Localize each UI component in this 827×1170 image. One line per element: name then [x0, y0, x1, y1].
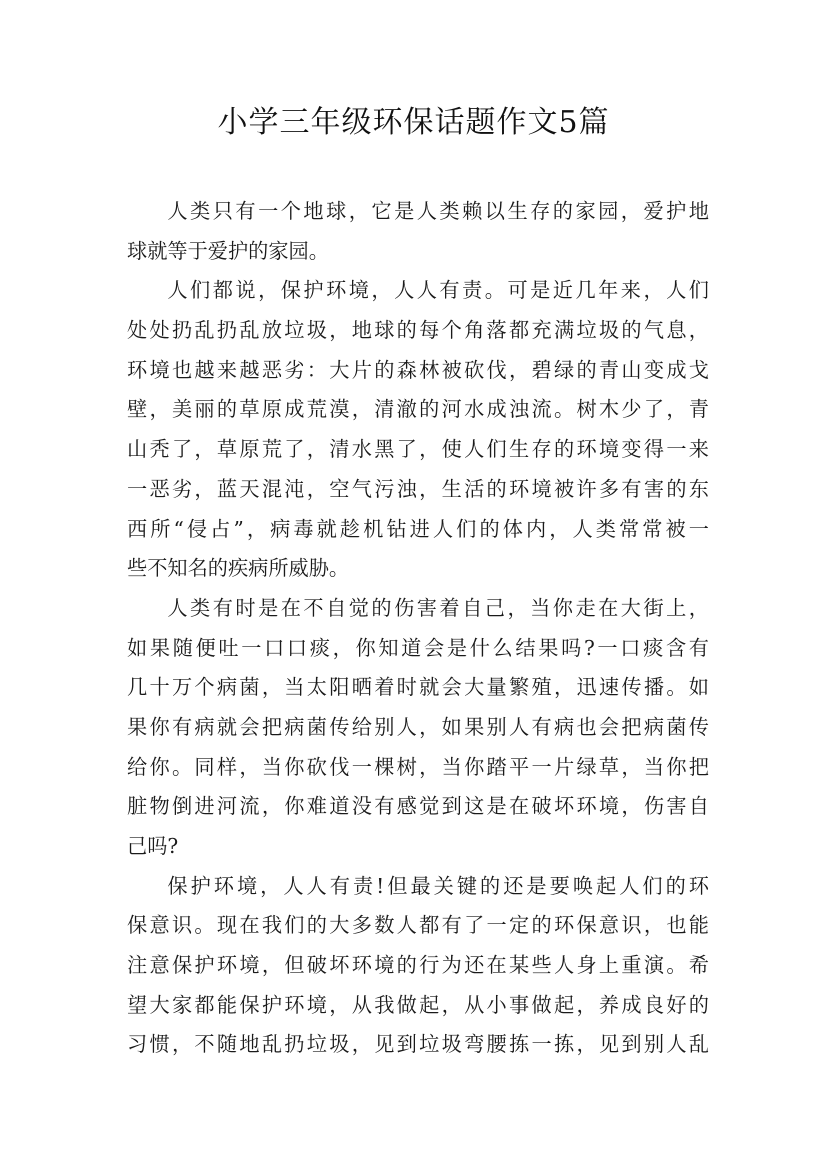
text-line: 如果随便吐一口口痰，你知道会是什么结果吗?一口痰含有	[127, 635, 709, 660]
text-line: 己吗?	[127, 834, 179, 858]
paragraph-4	[127, 867, 709, 1065]
text-line: 习惯，不随地乱扔垃圾，见到垃圾弯腰拣一拣，见到别人乱	[127, 1032, 709, 1057]
text-line: 环境也越来越恶劣：大片的森林被砍伐，碧绿的青山变成戈	[127, 357, 709, 382]
text-line: 人类只有一个地球，它是人类赖以生存的家园，爱护地	[167, 199, 709, 223]
text-line: 保意识。现在我们的大多数人都有了一定的环保意识，也能	[127, 913, 709, 938]
text-line: 望大家都能保护环境，从我做起，从小事做起，养成良好的	[127, 992, 709, 1017]
text-line: 人们都说，保护环境，人人有责。可是近几年来，人们	[167, 278, 709, 303]
text-line: 处处扔乱扔乱放垃圾，地球的每个角落都充满垃圾的气息，	[127, 318, 709, 343]
text-line: 壁，美丽的草原成荒漠，清澈的河水成浊流。树木少了，青	[127, 397, 709, 422]
text-line: 山秃了，草原荒了，清水黑了，使人们生存的环境变得一来	[127, 437, 709, 462]
text-line: 人类有时是在不自觉的伤害着自己，当你走在大街上，	[167, 595, 709, 620]
paragraph-2	[127, 271, 709, 589]
paragraph-3	[127, 589, 709, 867]
paragraph-1	[127, 192, 709, 271]
text-line: 脏物倒进河流，你难道没有感觉到这是在破坏环境，伤害自	[127, 794, 709, 819]
text-line: 球就等于爱护的家园。	[127, 238, 329, 263]
text-line: 西所“侵占”，病毒就趁机钻进人们的体内，人类常常被一	[127, 516, 709, 541]
text-line: 果你有病就会把病菌传给别人，如果别人有病也会把病菌传	[127, 714, 709, 739]
document-title: 小学三年级环保话题作文5篇	[217, 105, 610, 140]
text-line: 些不知名的疾病所威胁。	[127, 556, 350, 581]
document-body	[127, 192, 709, 1065]
text-line: 一恶劣，蓝天混沌，空气污浊，生活的环境被许多有害的东	[127, 476, 709, 501]
text-line: 保护环境，人人有责!但最关键的还是要唤起人们的环	[167, 873, 709, 898]
text-line: 几十万个病菌，当太阳晒着时就会大量繁殖，迅速传播。如	[127, 675, 709, 700]
text-line: 注意保护环境，但破坏环境的行为还在某些人身上重演。希	[127, 953, 709, 978]
text-line: 给你。同样，当你砍伐一棵树，当你踏平一片绿草，当你把	[127, 754, 709, 779]
